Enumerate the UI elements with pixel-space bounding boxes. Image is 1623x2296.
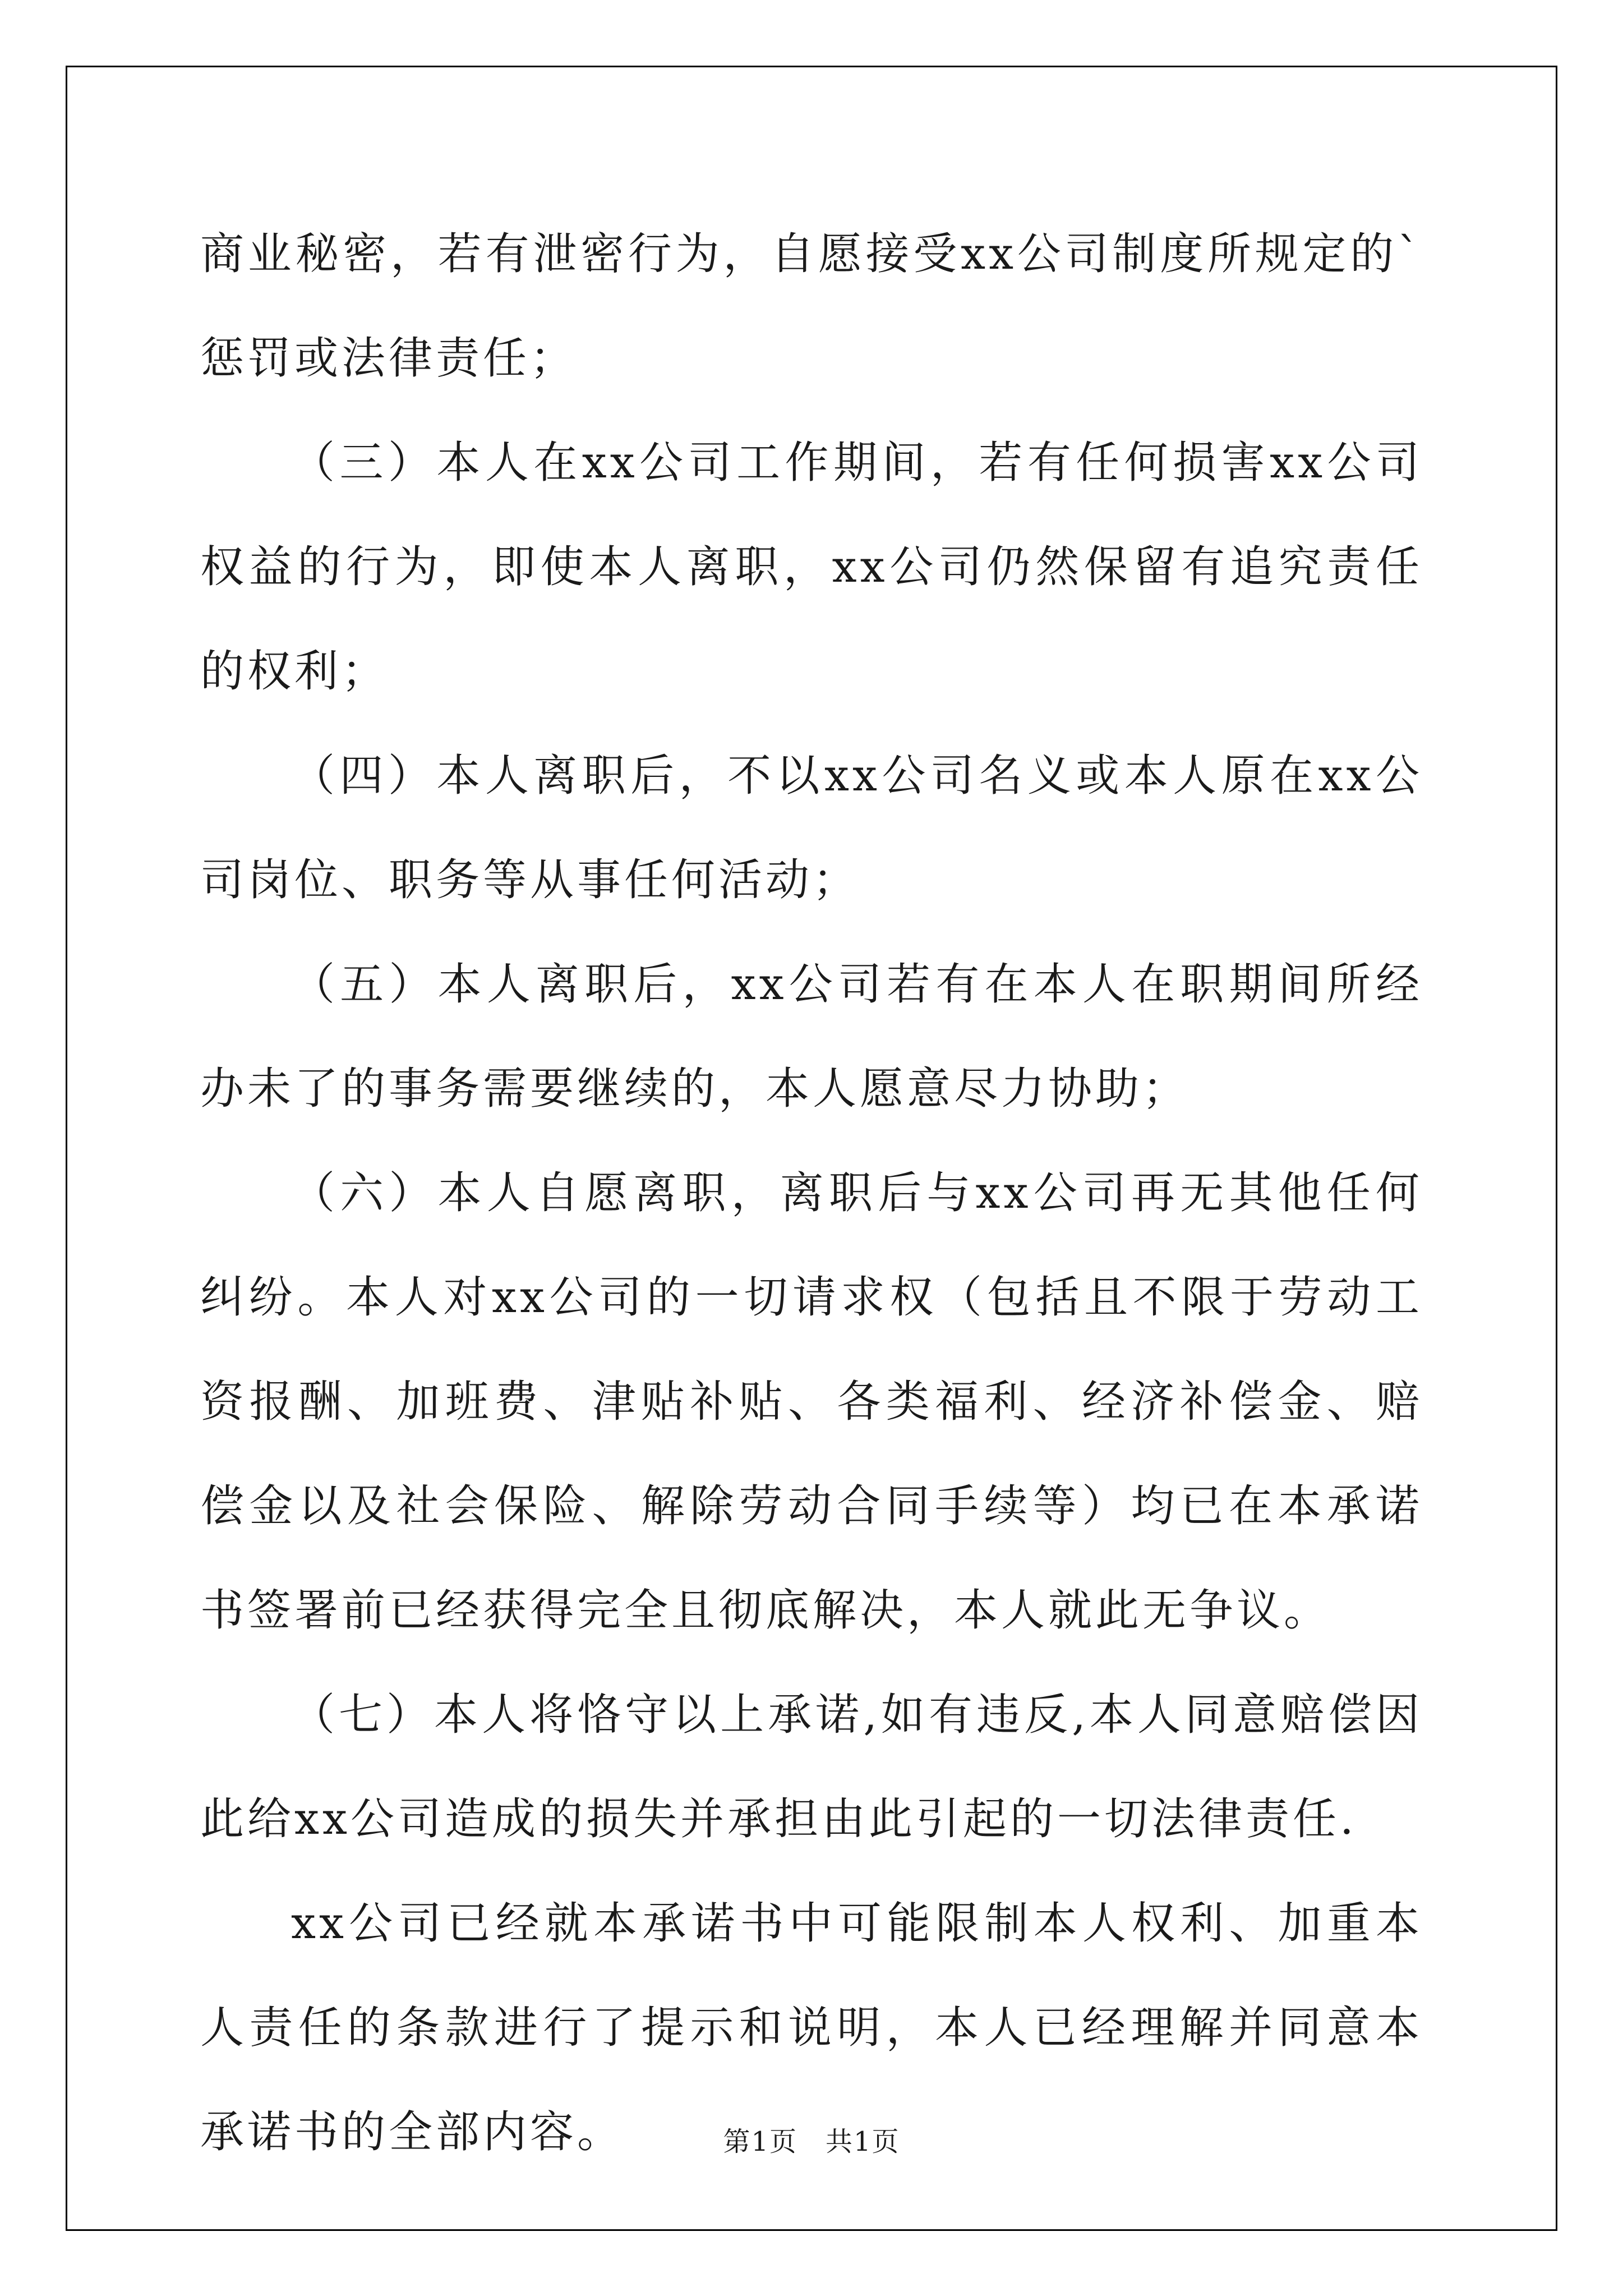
paragraph-clause-3: （三）本人在xx公司工作期间，若有任何损害xx公司权益的行为，即使本人离职，xx公司仍然保留有追究责任的权利； [200, 438, 1423, 697]
paragraph-continuation: 商业秘密，若有泄密行为，自愿接受xx公司制度所规定的`惩罚或法律责任； [200, 229, 1423, 384]
paragraph-clause-6: （六）本人自愿离职，离职后与xx公司再无其他任何纠纷。本人对xx公司的一切请求权（包括且不限于劳动工资报酬、加班费、津贴补贴、各类福利、经济补偿金、赔偿金以及社会保险、解除劳动合同手续等）均已在本承诺书签署前已经获得完全且彻底解决，本人就此无争议。 [200, 1168, 1423, 1636]
paragraph-acknowledgement: xx公司已经就本承诺书中可能限制本人权利、加重本人责任的条款进行了提示和说明，本人已经理解并同意本承诺书的全部内容。 [200, 1898, 1423, 2157]
page-footer: 第1页 共1页 [723, 2126, 900, 2157]
paragraph-clause-5: （五）本人离职后，xx公司若有在本人在职期间所经办未了的事务需要继续的，本人愿意尽力协助； [200, 959, 1423, 1114]
paragraph-clause-7: （七）本人将恪守以上承诺,如有违反,本人同意赔偿因此给xx公司造成的损失并承担由此引起的一切法律责任. [200, 1690, 1423, 1844]
paragraph-clause-4: （四）本人离职后，不以xx公司名义或本人原在xx公司岗位、职务等从事任何活动； [200, 751, 1423, 905]
document-body [200, 202, 1423, 2184]
